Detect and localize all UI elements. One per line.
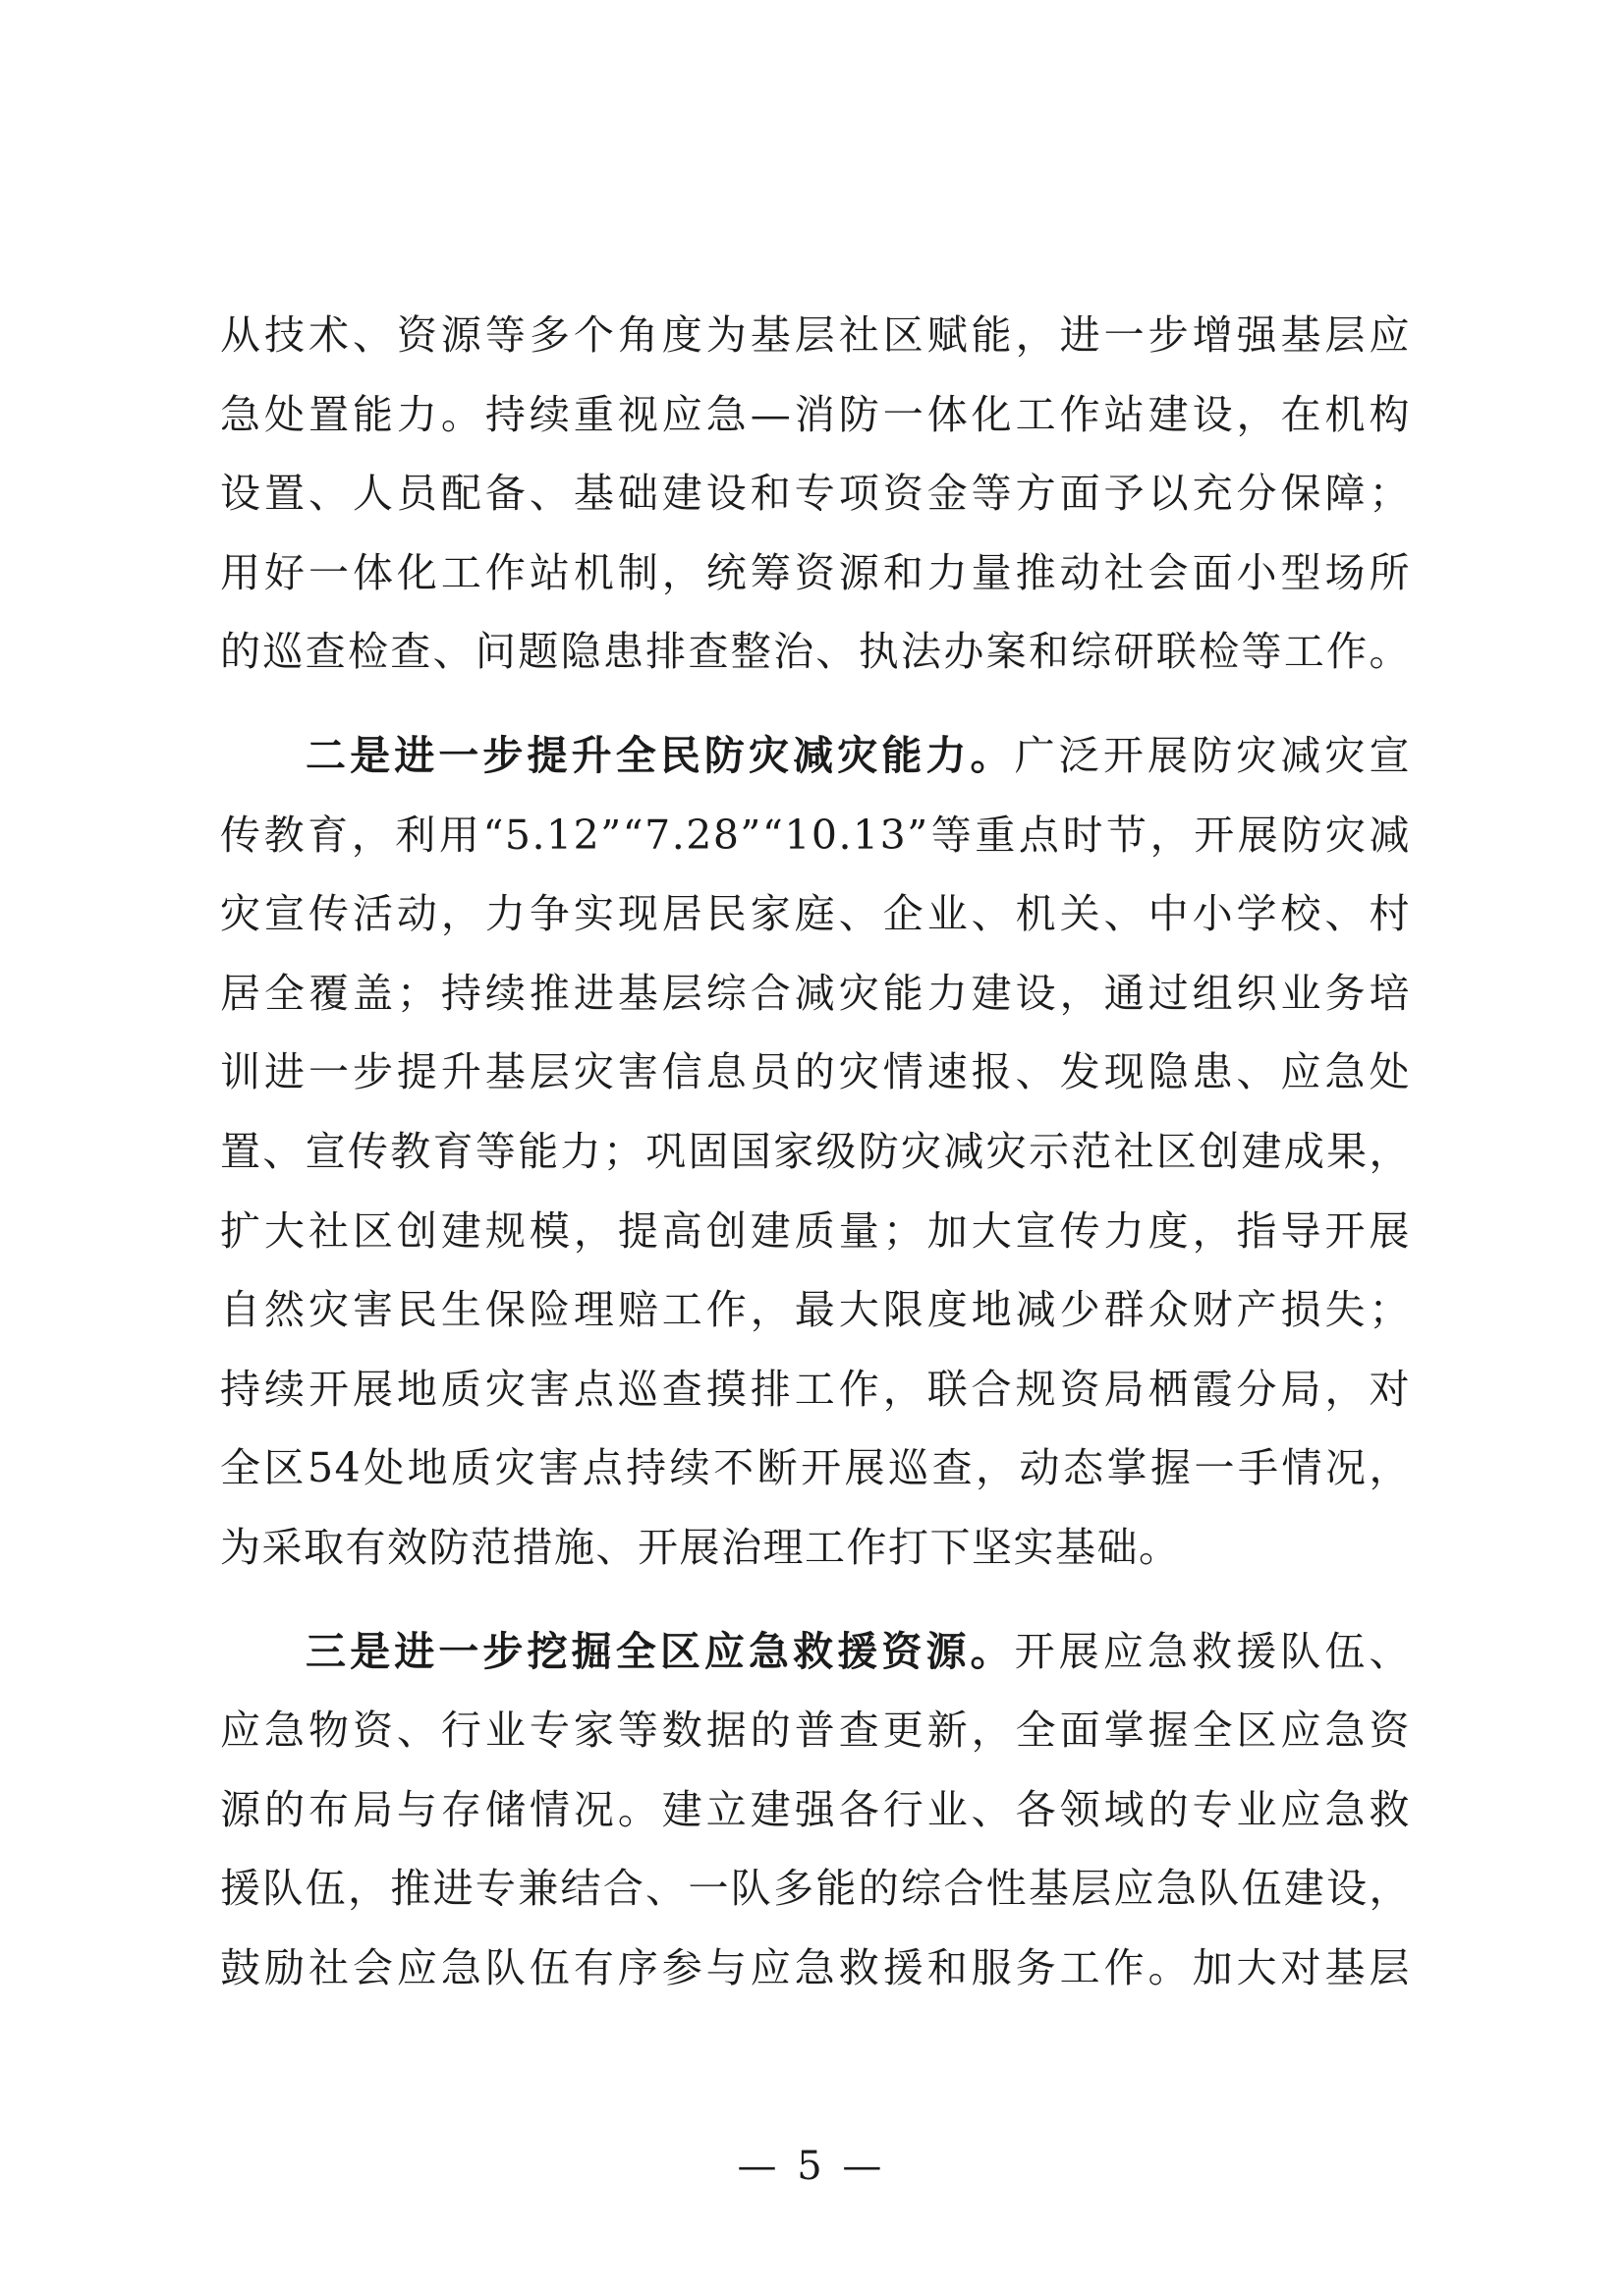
paragraph-line: 的巡查检查、问题隐患排查整治、执法办案和综研联检等工作。 [220,628,1411,676]
paragraph-first-line [220,716,1411,796]
paragraph-line: 扩大社区创建规模，提高创建质量；加大宣传力度，指导开展 [220,1206,1411,1255]
paragraph-line: 从技术、资源等多个角度为基层社区赋能，进一步增强基层应 [220,311,1411,359]
paragraph-line: 用好一体化工作站机制，统筹资源和力量推动社会面小型场所 [220,548,1411,596]
body-text [220,296,1411,2007]
paragraph-1 [220,296,1411,692]
paragraph-line: 鼓励社会应急队伍有序参与应急救援和服务工作。加大对基层 [220,1943,1411,1991]
paragraph-line: 训进一步提升基层灾害信息员的灾情速报、发现隐患、应急处 [220,1048,1411,1096]
paragraph-line: 应急物资、行业专家等数据的普查更新，全面掌握全区应急资 [220,1707,1411,1755]
paragraph-line: 灾宣传活动，力争实现居民家庭、企业、机关、中小学校、村 [220,890,1411,938]
paragraph-line: 全区54处地质灾害点持续不断开展巡查，动态掌握一手情况， [220,1444,1411,1492]
paragraph-lead-heading: 二是进一步提升全民防灾减灾能力。 [306,731,1015,779]
paragraph-line: 持续开展地质灾害点巡查摸排工作，联合规资局栖霞分局，对 [220,1365,1411,1413]
paragraph-line-text: 广泛开展防灾减灾宣 [1014,731,1411,779]
paragraph-last-line: 为采取有效防范措施、开展治理工作打下坚实基础。 [220,1523,1181,1571]
paragraph-line: 居全覆盖；持续推进基层综合减灾能力建设，通过组织业务培 [220,969,1411,1017]
paragraph-line-text: 开展应急救援队伍、 [1014,1627,1411,1675]
page-number: — 5 — [737,2144,886,2189]
paragraph-line: 援队伍，推进专兼结合、一队多能的综合性基层应急队伍建设， [220,1865,1411,1913]
paragraph-lead-heading: 三是进一步挖掘全区应急救援资源。 [306,1627,1015,1675]
paragraph-line: 急处置能力。持续重视应急—消防一体化工作站建设，在机构 [220,390,1411,438]
paragraph-2 [220,716,1411,1588]
paragraph-line: 自然灾害民生保险理赔工作，最大限度地减少群众财产损失； [220,1286,1411,1334]
paragraph-3 [220,1612,1411,2008]
paragraph-line: 源的布局与存储情况。建立建强各行业、各领域的专业应急救 [220,1785,1411,1833]
paragraph-line: 置、宣传教育等能力；巩固国家级防灾减灾示范社区创建成果， [220,1127,1411,1175]
paragraph-line: 设置、人员配备、基础建设和专项资金等方面予以充分保障； [220,470,1411,518]
paragraph-first-line [220,1612,1411,1692]
paragraph-line: 传教育，利用“5.12”“7.28”“10.13”等重点时节，开展防灾减 [220,811,1411,859]
